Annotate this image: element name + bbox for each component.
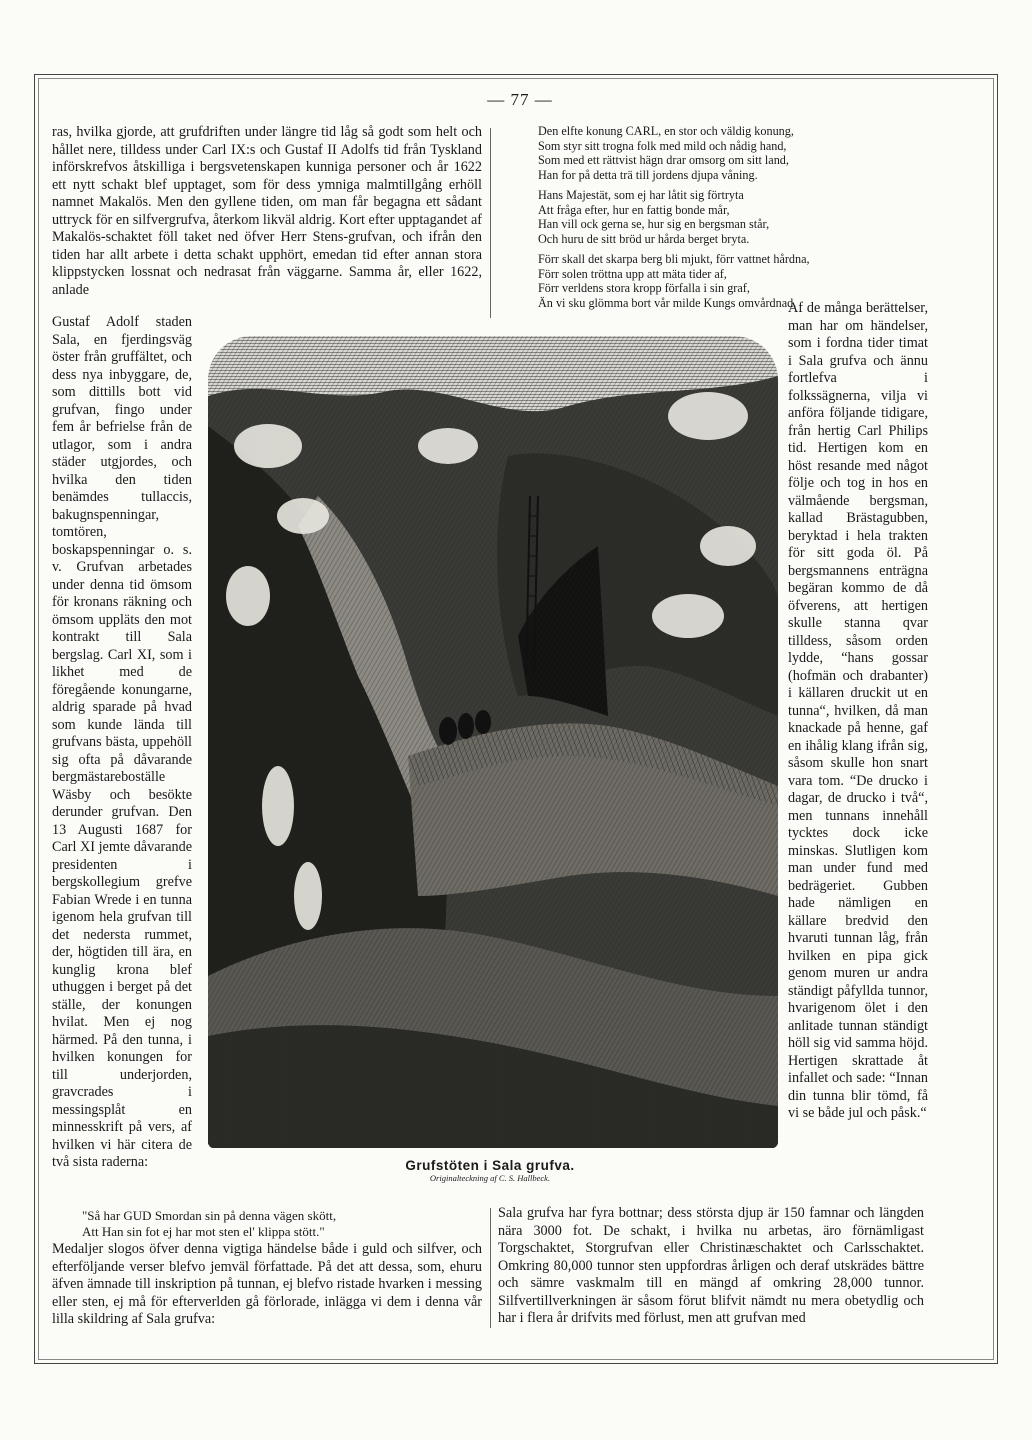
epigram-line: "Så har GUD Smordan sin på denna vägen skött,	[82, 1208, 337, 1223]
epigram-line: Att Han sin fot ej har mot sten el' klippa stött."	[82, 1223, 325, 1239]
left-column-bottom-text: Medaljer slogos öfver denna vigtiga händelse både i guld och silfver, och efterföljande verser blefvo jemväl författade. På det att dessa, som, ehuru äfven ämnade till inskription på tunnan, ej blefvo ristade hvarken i messing eller sten, ej må för efterverlden gå förlorade, inlägga vi dem i denna vår lilla skildring af Sala grufva:	[52, 1241, 482, 1327]
right-narrow-column-text: Af de många berättelser, man har om händelser, som i fordna tider timat i Sala grufva och ännu fortlefva i folkssägnerna, vilja vi anföra följande tidigare, från hertig Carl Philips tid. Hertigen kom en höst resande med något följe och tog in hos en välmående bergsman, kallad Brästagubben, beryktad i hela trakten för sitt goda öl. På bergsmannens enträgna begäran kommo de då öfverens, att hertigen skulle stanna qvar tilldess, såsom orden lydde, “hans gossar (hofmän och drabanter) i källaren druckit ut en tunna“, hvilken, då man knackade på henne, gaf en ihålig klang ifrån sig, såsom skulle hon snart vara tom. “De drucko i dagar, de drucko i två“, men tunnans innehåll tycktes dock icke minskas. Slutligen kom man under fund med bedrägeriet. Gubben hade nämligen en källare bredvid den hvaruti tunnan låg, från hvilken en pipa gick genom muren ur andra ständigt påfyllda tunnor, hvarigenom ölet i den anlitade tunnan ständigt höll sig vid samma höjd. Hertigen skrattade åt infallet och sade: “Innan din tunna blir tömd, få vi se både jul och påsk.“	[788, 300, 928, 1121]
poem-line: Som styr sitt trogna folk med mild och nådig hand,	[538, 138, 787, 153]
illustration-caption	[380, 1158, 600, 1183]
poem-line: Och huru de sitt bröd ur hårda berget bryta.	[538, 231, 750, 246]
poem-line: Hans Majestät, som ej har låtit sig förtryta	[538, 188, 744, 202]
poem-line: Som med ett rättvist hägn drar omsorg om sitt land,	[538, 153, 789, 167]
page-number: — 77 —	[487, 90, 553, 109]
left-narrow-column-text: Gustaf Adolf staden Sala, en fjerdingsväg öster från gruffältet, och dess nya inbyggare, de, som dittills bott vid grufvan, fingo under fem år befrielse från de utlagor, som i andra städer utgjordes, och hvilka den tiden benämdes tullaccis, bakugnspenningar, tomtören, boskapspenningar o. s. v. Grufvan arbetades under denna tid ömsom för kronans räkning och ömsom uppläts den mot kontrakt till Sala bergslag. Carl XI, som i likhet med de föregående konungarne, aldrig sparade på hvad som kunde lända till grufvans bästa, uppehöll sig ofta på dåvarande bergmästareboställe Wäsby och besökte derunder grufvan. Den 13 Augusti 1687 for Carl XI jemte dåvarande presidenten i bergskollegium grefve Fabian Wrede i en tunna igenom hela grufvan till det nedersta rummet, der, högtiden till ära, en kunglig krona blef uthuggen i berget på det ställe, der konungen hvilat. Men ej nog härmed. På den tunna, i hvilken konungen for till underjorden, gravcrades i messingsplåt en minnesskrift på vers, af hvilken vi här citera de två sista raderna:	[52, 314, 192, 1170]
epigram-quote	[82, 1208, 482, 1239]
column-divider-top	[490, 128, 491, 318]
column-divider-bottom	[490, 1208, 491, 1328]
engraving-svg	[208, 336, 778, 1148]
poem-line: Än vi sku glömma bort vår milde Kungs omvårdnad.	[538, 295, 797, 310]
engraving-illustration	[208, 336, 778, 1148]
right-column-bottom-text: Sala grufva har fyra bottnar; dess största djup är 150 famnar och längden nära 3000 fot. De schakt, i hvilka nu arbetas, äro förnämligast Torgschaktet, Storgrufvan eller Christinæschaktet och Carlsschaktet. Omkring 80,000 tunnor sten uppfordras årligen och deraf utskrädes bättre och sämre vaskmalm till en mängd af omkring 28,000 tunnor. Silfvertillverkningen är såsom förut blifvit nämdt nu mera obetydlig och har i flera år drifvits med förlust, men att grufvan med	[498, 1205, 924, 1326]
poem-line: Att fråga efter, hur en fattig bonde mår,	[538, 202, 730, 217]
poem	[538, 124, 958, 316]
poem-line: Han vill ock gerna se, hur sig en bergsman står,	[538, 217, 770, 231]
poem-line: Förr skall det skarpa berg bli mjukt, förr vattnet hårdna,	[538, 252, 810, 266]
poem-line: Förr verldens stora kropp förfalla i sin graf,	[538, 281, 750, 295]
caption-credit: Originalteckning af C. S. Hallbeck.	[429, 1173, 551, 1183]
poem-line: Den elfte konung CARL, en stor och väldig konung,	[538, 124, 794, 138]
poem-stanza-1	[538, 124, 958, 182]
caption-title: Grufstöten i Sala grufva.	[405, 1158, 575, 1173]
poem-line: Han for på detta trä till jordens djupa våning.	[538, 167, 758, 182]
poem-line: Förr solen tröttna upp att mäta tider af,	[538, 266, 727, 281]
left-column-top-text: ras, hvilka gjorde, att grufdriften under längre tid låg så godt som helt och hållet nere, tilldess under Carl IX:s och Gustaf II Adolfs tid från Tyskland införskrefvos åtskilliga i bergsvetenskapen kunniga personer och år 1622 ett nytt schakt blef upptaget, som för dess ymniga malmtillgång erhöll namnet Makalös. Men den gyllene tiden, om man får begagna ett sådant uttryck för en silfvergrufva, återkom likväl aldrig. Kort efter upptagandet af Makalös-schaktet föll taket ned öfver Herr Stens-grufvan, och ifrån den tiden har allt arbete i detta schakt upphört, emedan tid efter annan stora klippstycken lossnat och nedrasat från väggarne. Samma år, eller 1622, anlade	[52, 124, 482, 298]
poem-stanza-2	[538, 188, 958, 246]
